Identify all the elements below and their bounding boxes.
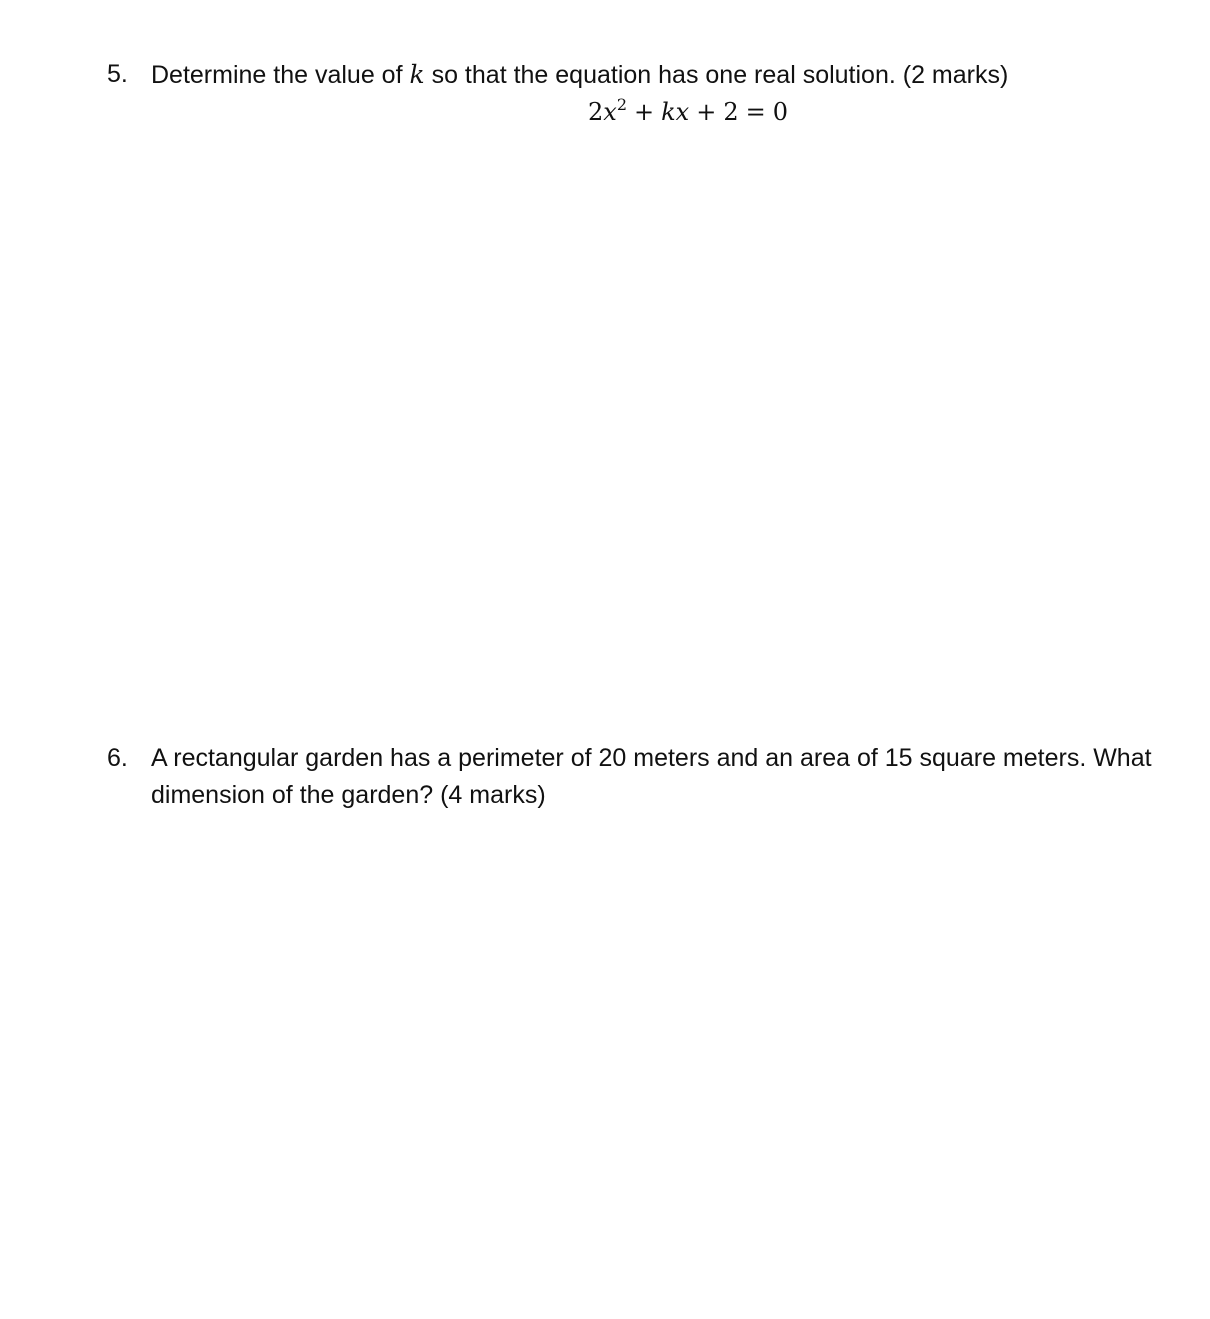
question-5-text-after: so that the equation has one real solution. (2 marks) bbox=[424, 61, 1009, 89]
quadratic-equation bbox=[588, 94, 788, 130]
equation-plus-2: + bbox=[696, 98, 717, 126]
equation-k-var: k bbox=[661, 98, 676, 126]
equation-x-var: x bbox=[675, 98, 690, 126]
question-5-number: 5. bbox=[107, 60, 128, 88]
question-6-line-2: dimension of the garden? (4 marks) bbox=[151, 781, 546, 809]
equation-x-squared-var: x bbox=[603, 98, 617, 126]
question-6-number: 6. bbox=[107, 744, 128, 772]
question-5-text-before: Determine the value of bbox=[151, 61, 410, 89]
question-5-variable-k: k bbox=[409, 60, 425, 89]
equation-equals: = bbox=[745, 98, 766, 126]
equation-rhs: 0 bbox=[772, 98, 788, 126]
equation-constant: 2 bbox=[723, 98, 739, 126]
equation-exponent: 2 bbox=[616, 95, 628, 114]
question-6-line-1: A rectangular garden has a perimeter of 20 meters and an area of 15 square meters. What bbox=[151, 744, 1152, 772]
equation-plus-1: + bbox=[634, 98, 655, 126]
question-5-text bbox=[151, 56, 1210, 94]
equation-coefficient: 2 bbox=[588, 98, 604, 126]
